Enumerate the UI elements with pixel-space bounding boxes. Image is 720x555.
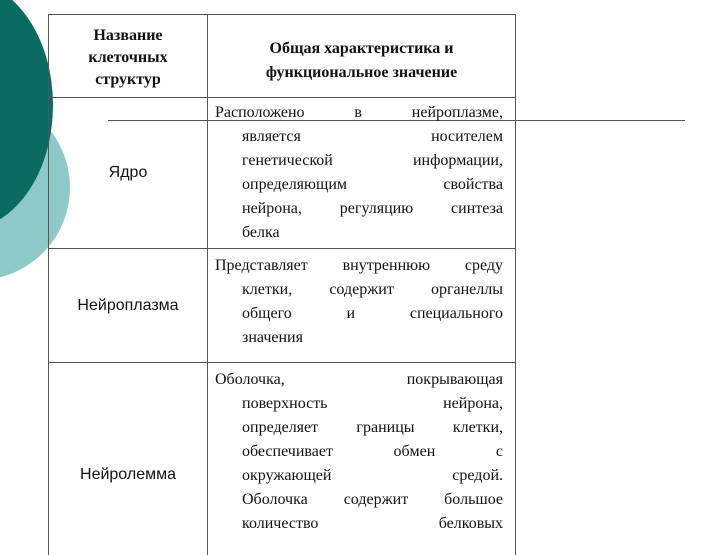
row-divider	[49, 362, 515, 363]
header-description: Общая характеристика и функциональное значение	[265, 40, 458, 81]
row-description-neuroplasm: Представляет внутреннюю среду клетки, содержит органеллы общего и специального значения	[215, 257, 503, 346]
row-name-neuroplasm: Нейроплазма	[77, 297, 179, 314]
header-divider	[49, 97, 515, 98]
row-divider	[49, 248, 515, 249]
row-name-neurolemma: Нейролемма	[80, 466, 176, 483]
neuron-structures-table	[48, 14, 516, 555]
row-description-nucleus: Расположено в нейроплазме, является носителем генетической информации, определяющим свойства нейрона, регуляцию синтеза белка	[215, 104, 503, 241]
column-divider	[207, 15, 208, 555]
row-name-nucleus: Ядро	[108, 164, 148, 181]
header-structure-name: Название клеточных структур	[88, 27, 168, 88]
row-description-neurolemma: Оболочка, покрывающая поверхность нейрона, определяет границы клетки, обеспечивает обмен с окружающей средой. Оболочка содержит большое количество белковых	[215, 371, 503, 532]
